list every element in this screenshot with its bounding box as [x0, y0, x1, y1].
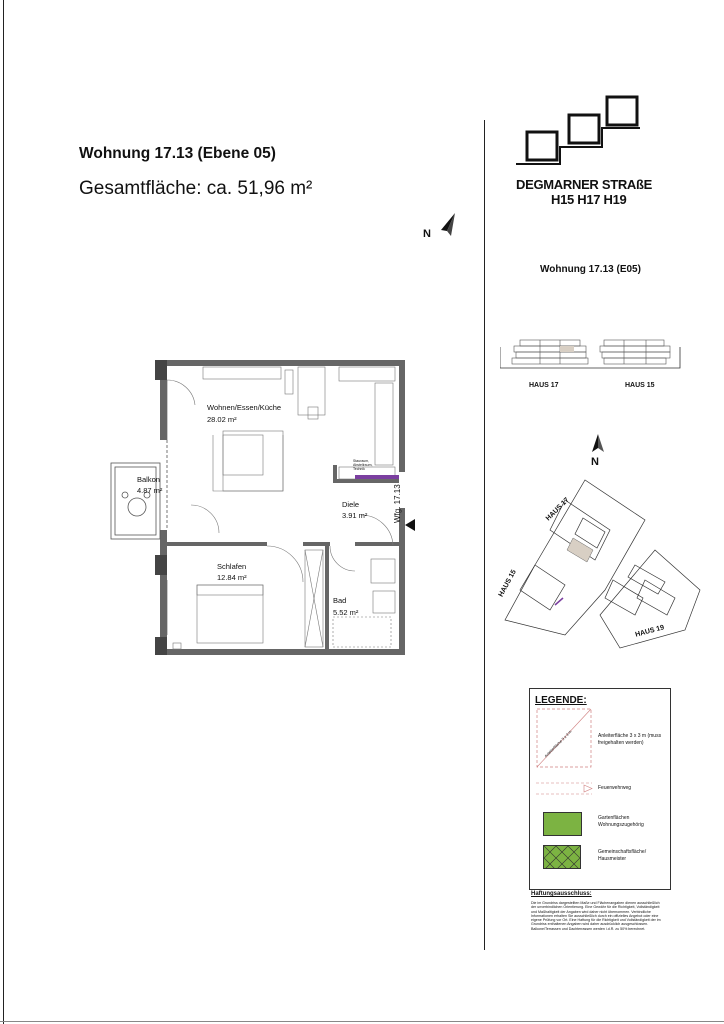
- room-name-diele: Diele: [342, 500, 360, 509]
- disclaimer-title: Haftungsausschluss:: [531, 891, 592, 897]
- project-name: DEGMARNER STRAßE: [516, 177, 653, 192]
- legend-title: LEGENDE:: [535, 695, 587, 706]
- north-arrow: [423, 210, 463, 240]
- north-arrow-site-icon: [588, 432, 608, 456]
- room-name-schlafen: Schlafen: [217, 562, 247, 571]
- page-border-left: [3, 0, 4, 1024]
- project-houses: H15 H17 H19: [551, 192, 627, 207]
- community-area-icon: [543, 845, 581, 869]
- unit-highlight: [560, 346, 574, 352]
- room-area-bad: 5.52 m²: [333, 608, 359, 617]
- legend-fire-lane-symbol: [536, 780, 594, 796]
- room-area-balkon: 4.87 m²: [137, 486, 163, 495]
- legend-community-swatch: [543, 845, 581, 869]
- room-area-diele: 3.91 m²: [342, 511, 368, 520]
- site-north-arrow: [588, 432, 608, 472]
- legend-anleiter-symbol: [536, 708, 592, 768]
- disclaimer-text: Die im Grundriss dargestellten Maße und Flächenangaben dienen ausschließlich der unverbindlichen Orientierung. Eine Gewähr für die Richtigkeit, Vollständigkeit und Maßhaltigkeit der Angaben wird daher nicht übernommen. Verbindliche Informationen erhalten Sie ausschließlich durch ein offizielles Angebot oder eine eigene Prüfung vor Ort. Eine Haftung für die Richtigkeit und Vollständigkeit der im Grundriss enthaltenen Angaben wird daher ausdrücklich ausgeschlossen. Balkone/Terrassen und Dachterrassen werden i.d.R. zu 50% berechnet.: [531, 901, 661, 931]
- entrance-arrow-icon: [405, 519, 415, 531]
- room-name-wohnen: Wohnen/Essen/Küche: [207, 403, 282, 412]
- legend-garden-swatch: [543, 812, 582, 836]
- site-plan: [495, 470, 710, 660]
- site-label-haus-19: HAUS 19: [634, 624, 665, 639]
- room-area-schlafen: 12.84 m²: [217, 573, 247, 582]
- column-divider: [484, 120, 485, 950]
- floorplan-drawing: [105, 355, 415, 665]
- site-north-label: N: [591, 456, 599, 468]
- room-area-wohnen: 28.02 m²: [207, 415, 237, 424]
- project-logo: [514, 95, 644, 165]
- legend-community-text: Gemeinschaftsfläche/ Hausmeister: [598, 849, 647, 862]
- legend-anleiter-text: Anleiterfläche 3 x 3 m (muss freigehalten werden): [598, 733, 662, 746]
- elevation-label-haus-15: HAUS 15: [625, 382, 655, 389]
- unit-location-highlight: [567, 538, 593, 562]
- room-name-balkon: Balkon: [137, 475, 160, 484]
- elevation-label-haus-17: HAUS 17: [529, 382, 559, 389]
- legend-anleiter-diag-label: Anleiterfläche 3 x 3 m: [543, 729, 573, 759]
- storage-highlight: [355, 475, 399, 479]
- page-border-bottom: [0, 1021, 724, 1022]
- north-label: N: [423, 228, 431, 240]
- site-label-haus-17: HAUS 17: [544, 496, 571, 523]
- floorplan: [105, 355, 415, 665]
- legend-fire-lane-text: Feuerwehrweg: [598, 785, 632, 791]
- closet-label: Stauraum, Abstellraum, Technik: [353, 459, 373, 471]
- legend-garden-text: Gartenflächen Wohnungszugehörig: [598, 815, 644, 828]
- fire-lane-icon: [536, 780, 594, 796]
- page-title: Wohnung 17.13 (Ebene 05): [79, 145, 276, 162]
- site-label-haus-15: HAUS 15: [497, 568, 518, 599]
- stairs-logo-icon: [514, 95, 644, 165]
- unit-label: Wohnung 17.13 (E05): [540, 264, 641, 275]
- site-plan-map: [495, 470, 710, 660]
- entrance-label: Wfg. 17.13: [393, 484, 402, 523]
- total-area: Gesamtfläche: ca. 51,96 m²: [79, 178, 313, 199]
- room-name-bad: Bad: [333, 596, 347, 605]
